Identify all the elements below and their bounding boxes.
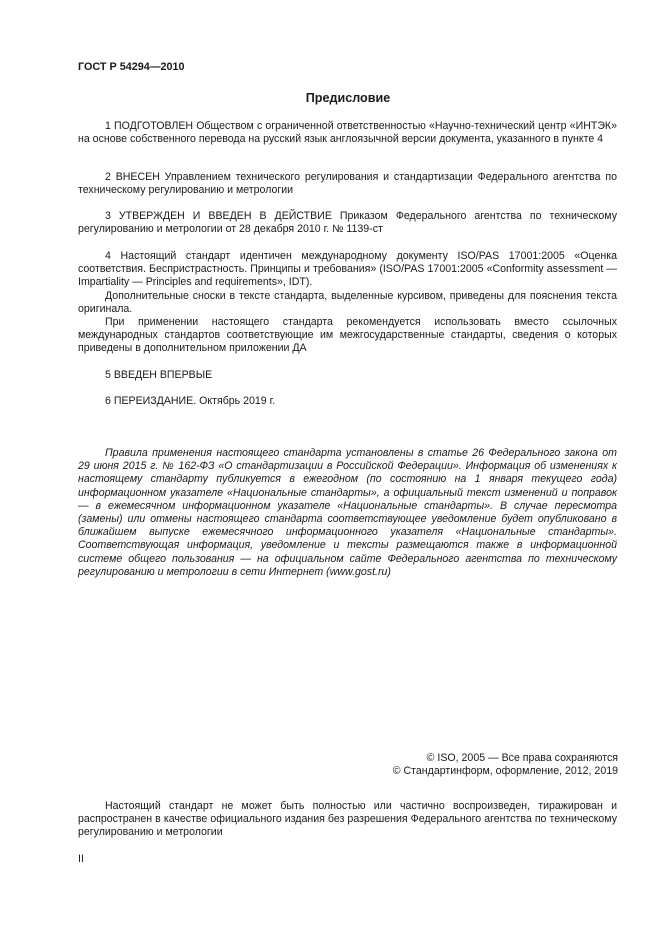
item-4-reference-note: При применении настоящего стандарта рекомендуется использовать вместо ссылочных международных стандартов соответствующие им межгосударственные стандарты, сведения о которых приведены в дополнительном приложении ДА [78,316,617,355]
application-rules-text: Правила применения настоящего стандарта установлены в статье 26 Федерального закона от 29 июня 2015 г. № 162-ФЗ «О стандартизации в Российской Федерации». Информация об изменениях к настоящему стандарту публикуется в ежегодном (по состоянию на 1 января текущего года) информационном указателе «Национальные стандарты», а официальный текст изменений и поправок — в ежемесячном информационном указателе «Национальные стандарты». В случае пересмотра (замены) или отмены настоящего стандарта соответствующее уведомление будет опубликовано в ближайшем выпуске ежемесячного информационного указателя «Национальные стандарты». Соответствующая информация, уведомление и тексты размещаются также в информационной системе общего пользования — на официальном сайте Федерального агентства по техническому регулированию и метрологии в сети Интернет (www.gost.ru) [78,447,617,578]
item-5-text: 5 ВВЕДЕН ВПЕРВЫЕ [105,369,213,381]
item-3 [78,210,617,236]
item-3-text: 3 УТВЕРЖДЕН И ВВЕДЕН В ДЕЙСТВИЕ Приказом Федерального агентства по техническому регулированию и метрологии от 28 декабря 2010 г. № 1139-ст [78,210,617,236]
application-rules-notice [78,447,617,579]
item-6 [78,395,617,408]
copyright-iso: © ISO, 2005 — Все права сохраняются [426,752,618,764]
item-4 [78,250,617,356]
reproduction-notice [78,800,617,840]
reproduction-notice-text: Настоящий стандарт не может быть полностью или частично воспроизведен, тиражирован и распространен в качестве официального издания без разрешения Федерального агентства по техническому регулированию и метрологии [78,800,617,839]
item-1 [78,120,617,146]
item-2 [78,171,617,197]
item-6-text: 6 ПЕРЕИЗДАНИЕ. Октябрь 2019 г. [105,395,276,407]
document-code: ГОСТ Р 54294—2010 [78,61,185,73]
copyright-block [300,752,618,778]
item-1-text: 1 ПОДГОТОВЛЕН Обществом с ограниченной ответственностью «Научно-технический центр «ИНТЭК» на основе собственного перевода на русский язык англоязычной версии документа, указанного в пункте 4 [78,120,617,146]
page-number: II [78,853,84,865]
page-title: Предисловие [305,91,391,105]
item-5 [78,369,617,382]
item-4-text: 4 Настоящий стандарт идентичен международному документу ISO/PAS 17001:2005 «Оценка соответствия. Беспристрастность. Принципы и требования» (ISO/PAS 17001:2005 «Conformity assessment — Impartiality — Principles and requirements», IDT). [78,250,617,289]
item-4-footnote-note: Дополнительные сноски в тексте стандарта, выделенные курсивом, приведены для пояснения текста оригинала. [78,289,617,315]
copyright-standartinform: © Стандартинформ, оформление, 2012, 2019 [392,765,618,778]
item-2-text: 2 ВНЕСЕН Управлением технического регулирования и стандартизации Федерального агентства по техническому регулированию и метрологии [78,171,617,197]
